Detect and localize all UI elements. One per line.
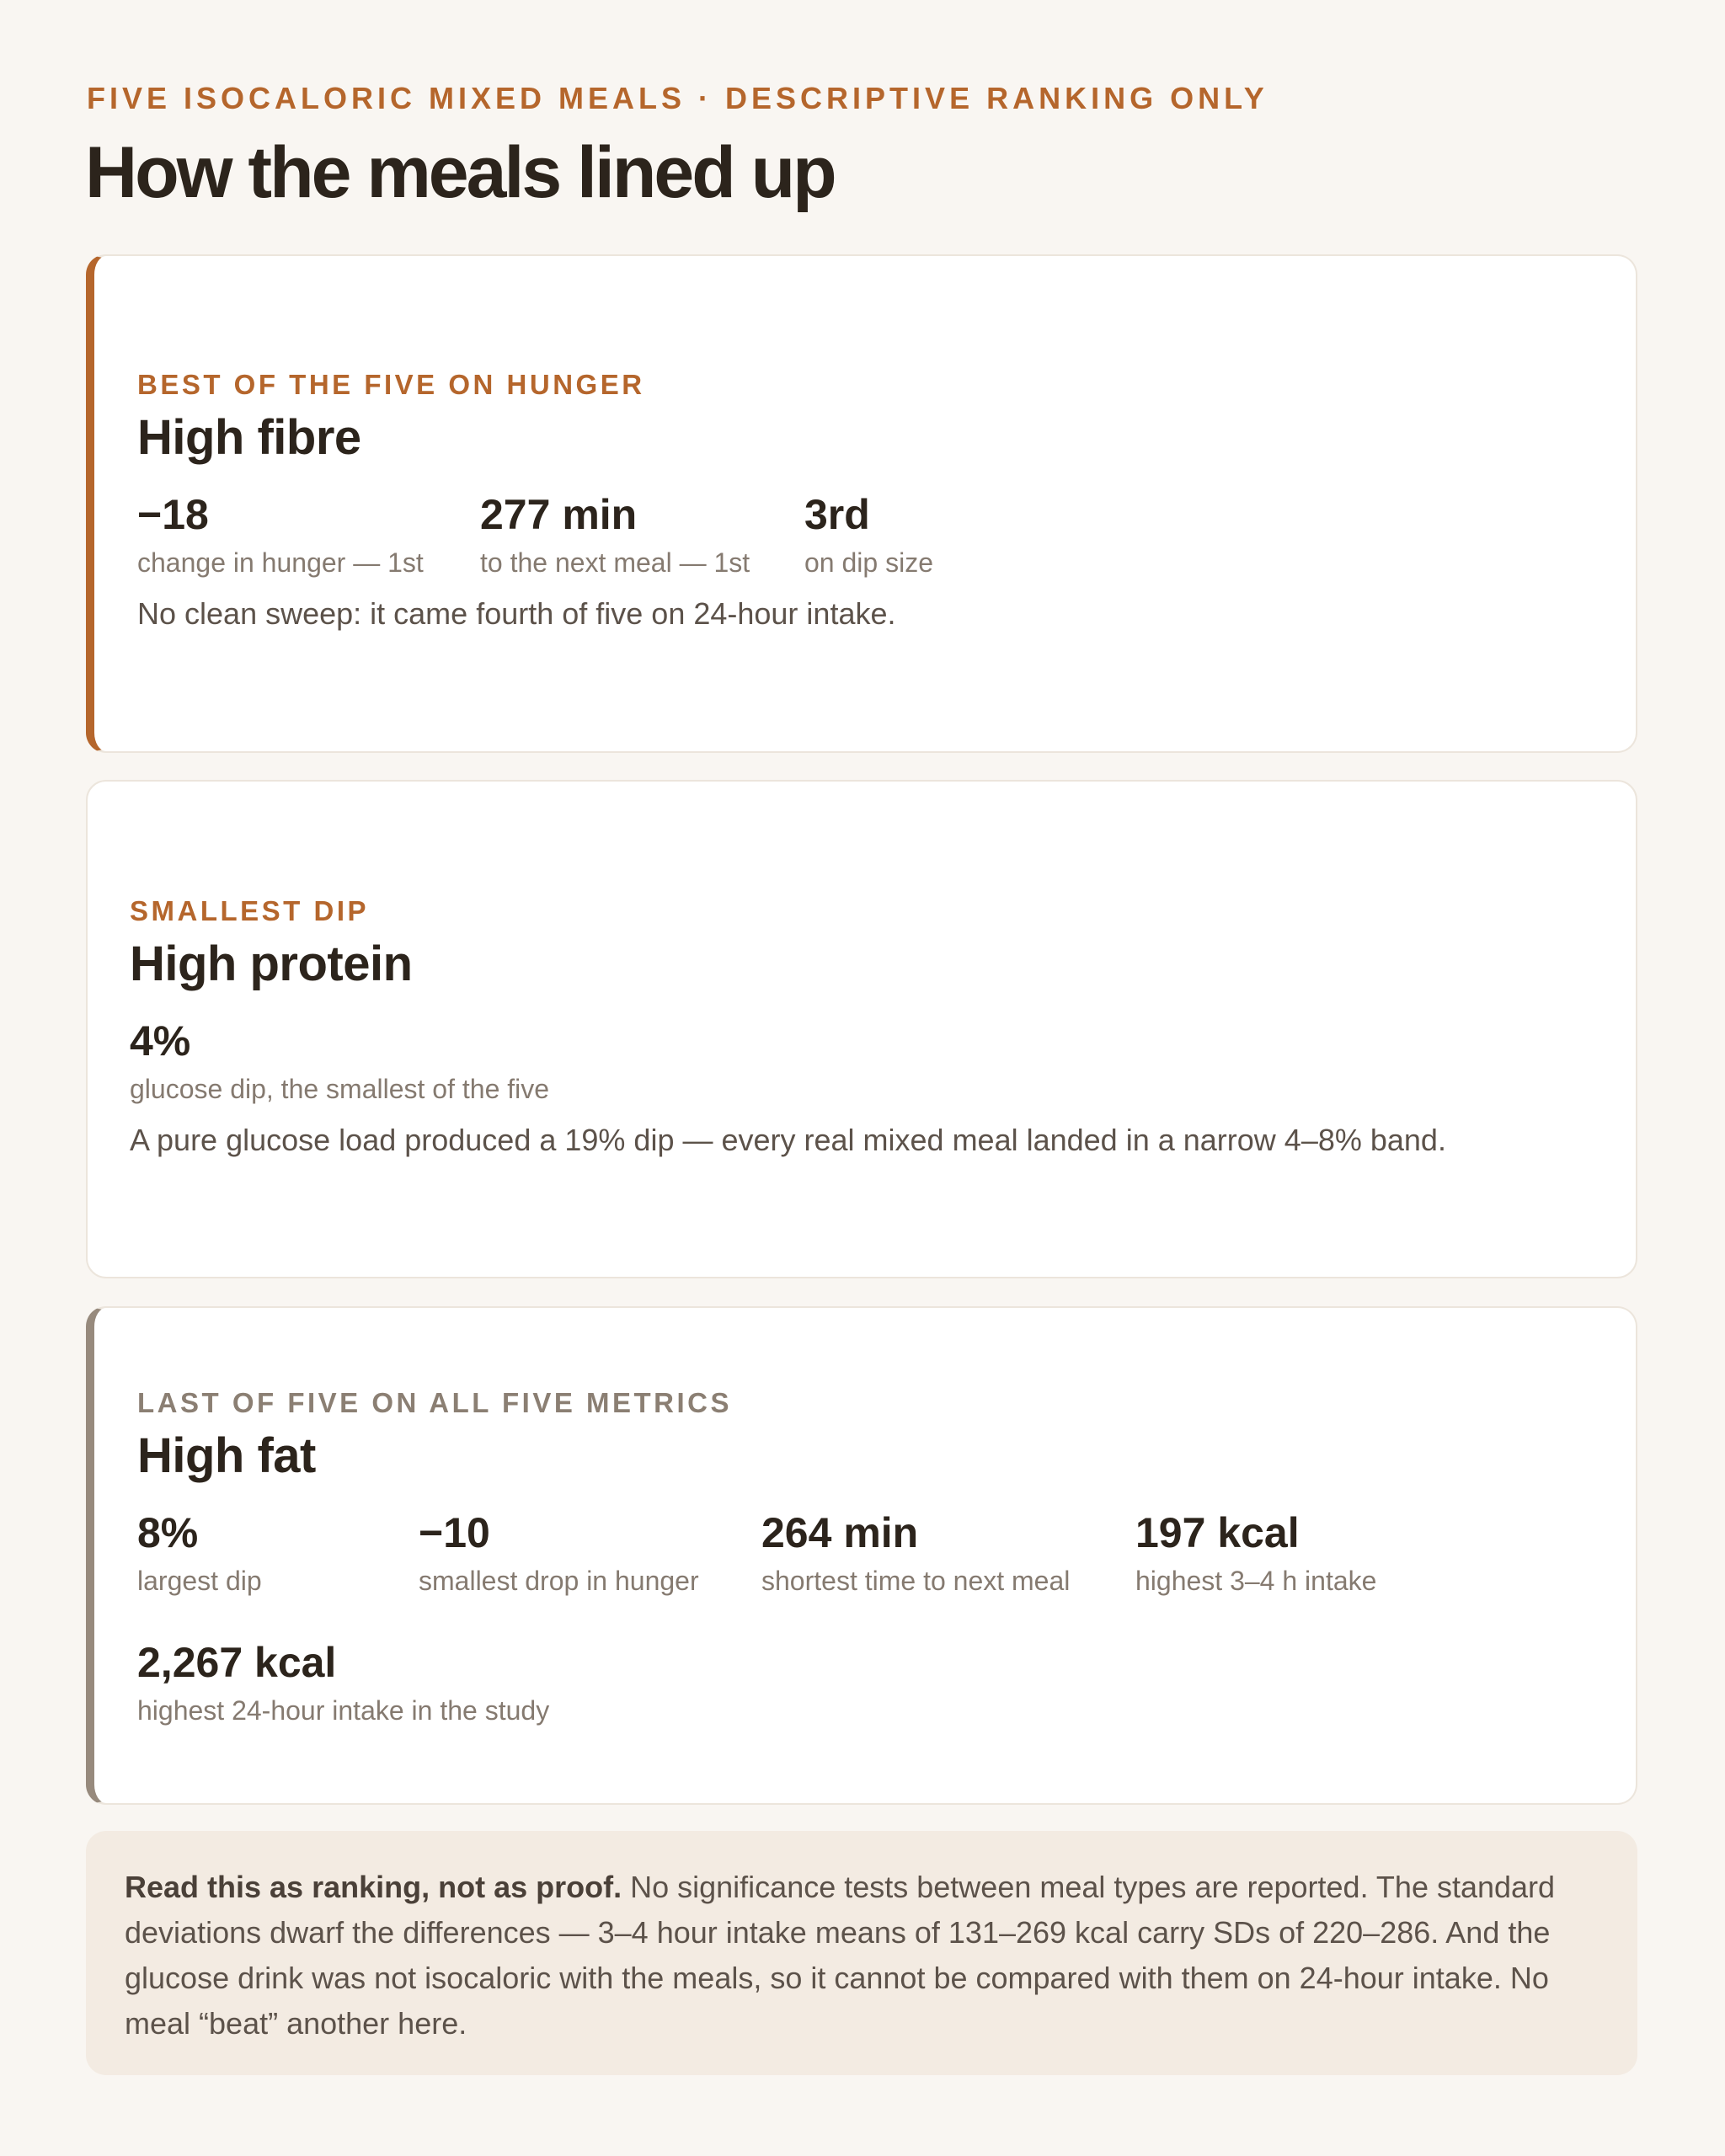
stat [804,491,933,578]
stat [1135,1509,1377,1596]
high-protein-card [86,780,1637,1278]
stat-caption: highest 3–4 h intake [1135,1566,1377,1596]
high-fat-card [86,1306,1637,1805]
stat-caption: on dip size [804,547,933,578]
eyebrow: FIVE ISOCALORIC MIXED MEALS · DESCRIPTIVE RANKING ONLY [87,81,1268,115]
stat-value: 277 min [480,491,638,538]
stat-caption: smallest drop in hunger [419,1566,699,1596]
card-title: High protein [130,937,413,991]
card-title: High fibre [137,410,361,465]
stat-value: −10 [419,1509,490,1556]
caveat-lead: Read this as ranking, not as proof. [125,1870,622,1904]
stat [419,1509,699,1596]
high-fibre-card [86,254,1637,753]
caveat-note [86,1831,1637,2075]
card-label: LAST OF FIVE ON ALL FIVE METRICS [137,1387,733,1418]
stat-caption: largest dip [137,1566,262,1596]
stat [137,1509,262,1596]
stat-value: 3rd [804,491,870,538]
stat-value: 197 kcal [1135,1509,1300,1556]
stat-caption: highest 24-hour intake in the study [137,1695,550,1726]
card-label: BEST OF THE FIVE ON HUNGER [137,369,645,400]
stat-value: 4% [130,1017,191,1065]
stat [137,1641,549,1724]
stat [761,1509,1071,1596]
card-note: A pure glucose load produced a 19% dip — every real mixed meal landed in a narrow 4–8% band. [130,1123,1446,1157]
card-title: High fat [137,1428,316,1483]
stat-value: 264 min [761,1509,919,1556]
stat-value: 8% [137,1509,199,1556]
stat-caption: to the next meal — 1st [480,547,750,578]
stat [480,491,750,578]
stat-caption: change in hunger — 1st [137,547,424,578]
stat [130,1017,550,1104]
stat [137,491,424,578]
stat-value: −18 [137,491,209,538]
stat-value: 2,267 kcal [137,1639,337,1686]
card-note: No clean sweep: it came fourth of five on 24-hour intake. [137,596,896,631]
stat-caption: glucose dip, the smallest of the five [130,1074,550,1104]
card-label: SMALLEST DIP [130,895,370,926]
stat-caption: shortest time to next meal [761,1566,1071,1596]
caveat-body: No significance tests between meal types are reported. The standard deviations dwarf the differences — 3–4 hour intake means of 131–269 kcal carry SDs of 220–286. And the glucose drink was not isocaloric with the meals, so it cannot be compared with them on 24-hour intake. No meal “beat” another here. [125,1870,1556,2041]
page-title: How the meals lined up [85,132,835,213]
